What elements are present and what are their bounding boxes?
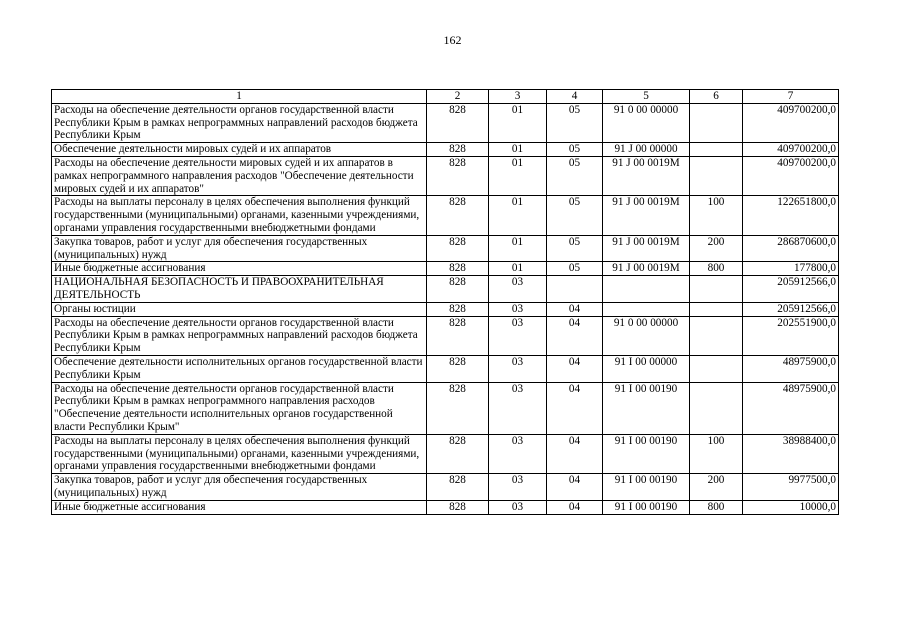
- table-row: [52, 500, 839, 514]
- row-expense-type: [690, 276, 743, 303]
- row-target-code: 91 J 00 0019M: [603, 235, 690, 262]
- row-name: Расходы на обеспечение деятельности мировых судей и их аппаратов в рамках непрограммного направления расходов "Обеспечение деятельности мировых судей и их аппаратов": [52, 156, 427, 195]
- row-amount: 205912566,0: [743, 276, 839, 303]
- table-row: [52, 355, 839, 382]
- row-subsection-code: 05: [547, 196, 603, 235]
- row-amount: 38988400,0: [743, 434, 839, 473]
- row-subsection-code: 05: [547, 143, 603, 157]
- row-section-code: 03: [489, 382, 547, 434]
- row-name: Иные бюджетные ассигнования: [52, 262, 427, 276]
- row-amount: 48975900,0: [743, 382, 839, 434]
- row-ministry-code: 828: [427, 262, 489, 276]
- table-row: [52, 235, 839, 262]
- column-header: 1: [52, 90, 427, 104]
- row-ministry-code: 828: [427, 156, 489, 195]
- row-name: Расходы на выплаты персоналу в целях обеспечения выполнения функций государственными (муниципальными) органами, казенными учреждениями, органами управления государственными внебюджетными фондами: [52, 196, 427, 235]
- table-row: [52, 302, 839, 316]
- page-number: 162: [443, 33, 462, 47]
- row-section-code: 01: [489, 156, 547, 195]
- row-amount: 409700200,0: [743, 103, 839, 142]
- row-target-code: 91 0 00 00000: [603, 103, 690, 142]
- table-row: [52, 103, 839, 142]
- table-row: [52, 156, 839, 195]
- row-amount: 205912566,0: [743, 302, 839, 316]
- row-target-code: [603, 276, 690, 303]
- row-subsection-code: 05: [547, 235, 603, 262]
- row-section-code: 03: [489, 316, 547, 355]
- row-name: Расходы на обеспечение деятельности органов государственной власти Республики Крым в рамках непрограммного направления расходов "Обеспечение деятельности исполнительных органов государственной власти Республики Крым": [52, 382, 427, 434]
- row-section-code: 03: [489, 302, 547, 316]
- row-ministry-code: 828: [427, 276, 489, 303]
- row-target-code: 91 I 00 00190: [603, 434, 690, 473]
- table-row: [52, 382, 839, 434]
- row-amount: 202551900,0: [743, 316, 839, 355]
- row-subsection-code: [547, 276, 603, 303]
- row-ministry-code: 828: [427, 103, 489, 142]
- row-subsection-code: 04: [547, 355, 603, 382]
- row-expense-type: 100: [690, 434, 743, 473]
- table-header-row: [52, 90, 839, 104]
- row-amount: 286870600,0: [743, 235, 839, 262]
- row-name: Расходы на выплаты персоналу в целях обеспечения выполнения функций государственными (муниципальными) органами, казенными учреждениями, органами управления государственными внебюджетными фондами: [52, 434, 427, 473]
- row-subsection-code: 04: [547, 382, 603, 434]
- row-expense-type: 200: [690, 235, 743, 262]
- table-row: [52, 434, 839, 473]
- budget-table: [51, 89, 839, 515]
- row-ministry-code: 828: [427, 196, 489, 235]
- table-row: [52, 474, 839, 501]
- row-amount: 409700200,0: [743, 143, 839, 157]
- column-header: 3: [489, 90, 547, 104]
- row-ministry-code: 828: [427, 434, 489, 473]
- row-section-code: 03: [489, 355, 547, 382]
- row-amount: 9977500,0: [743, 474, 839, 501]
- table-row: [52, 276, 839, 303]
- row-expense-type: [690, 143, 743, 157]
- row-section-code: 01: [489, 143, 547, 157]
- row-expense-type: [690, 302, 743, 316]
- row-amount: 177800,0: [743, 262, 839, 276]
- row-section-code: 03: [489, 500, 547, 514]
- row-target-code: 91 0 00 00000: [603, 316, 690, 355]
- column-header: 2: [427, 90, 489, 104]
- row-subsection-code: 05: [547, 262, 603, 276]
- row-expense-type: [690, 103, 743, 142]
- row-expense-type: 800: [690, 500, 743, 514]
- row-name: Закупка товаров, работ и услуг для обеспечения государственных (муниципальных) нужд: [52, 474, 427, 501]
- row-ministry-code: 828: [427, 500, 489, 514]
- row-name: Органы юстиции: [52, 302, 427, 316]
- column-header: 7: [743, 90, 839, 104]
- row-expense-type: 800: [690, 262, 743, 276]
- row-name: Обеспечение деятельности исполнительных органов государственной власти Республики Крым: [52, 355, 427, 382]
- row-name: Закупка товаров, работ и услуг для обеспечения государственных (муниципальных) нужд: [52, 235, 427, 262]
- row-expense-type: [690, 316, 743, 355]
- column-header: 5: [603, 90, 690, 104]
- row-ministry-code: 828: [427, 474, 489, 501]
- table-row: [52, 262, 839, 276]
- row-expense-type: [690, 382, 743, 434]
- row-expense-type: 200: [690, 474, 743, 501]
- row-section-code: 01: [489, 235, 547, 262]
- row-ministry-code: 828: [427, 235, 489, 262]
- row-target-code: 91 I 00 00000: [603, 355, 690, 382]
- row-ministry-code: 828: [427, 355, 489, 382]
- row-amount: 10000,0: [743, 500, 839, 514]
- row-subsection-code: 04: [547, 316, 603, 355]
- table-row: [52, 196, 839, 235]
- row-subsection-code: 04: [547, 474, 603, 501]
- table-row: [52, 143, 839, 157]
- row-subsection-code: 05: [547, 156, 603, 195]
- column-header: 6: [690, 90, 743, 104]
- row-section-code: 03: [489, 474, 547, 501]
- row-target-code: 91 J 00 0019M: [603, 196, 690, 235]
- row-target-code: 91 J 00 0019M: [603, 262, 690, 276]
- row-target-code: 91 J 00 0019M: [603, 156, 690, 195]
- row-name: Иные бюджетные ассигнования: [52, 500, 427, 514]
- row-expense-type: [690, 156, 743, 195]
- row-expense-type: [690, 355, 743, 382]
- row-name: Обеспечение деятельности мировых судей и их аппаратов: [52, 143, 427, 157]
- row-expense-type: 100: [690, 196, 743, 235]
- row-name: Расходы на обеспечение деятельности органов государственной власти Республики Крым в рамках непрограммных направлений расходов бюджета Республики Крым: [52, 316, 427, 355]
- column-header: 4: [547, 90, 603, 104]
- row-amount: 48975900,0: [743, 355, 839, 382]
- row-target-code: 91 J 00 00000: [603, 143, 690, 157]
- row-amount: 122651800,0: [743, 196, 839, 235]
- row-section-code: 01: [489, 262, 547, 276]
- row-ministry-code: 828: [427, 302, 489, 316]
- row-subsection-code: 04: [547, 302, 603, 316]
- row-ministry-code: 828: [427, 316, 489, 355]
- row-subsection-code: 04: [547, 434, 603, 473]
- row-amount: 409700200,0: [743, 156, 839, 195]
- row-target-code: [603, 302, 690, 316]
- row-subsection-code: 05: [547, 103, 603, 142]
- row-section-code: 01: [489, 103, 547, 142]
- row-section-code: 03: [489, 434, 547, 473]
- table-row: [52, 316, 839, 355]
- row-section-code: 01: [489, 196, 547, 235]
- row-name: Расходы на обеспечение деятельности органов государственной власти Республики Крым в рамках непрограммных направлений расходов бюджета Республики Крым: [52, 103, 427, 142]
- row-subsection-code: 04: [547, 500, 603, 514]
- row-target-code: 91 I 00 00190: [603, 500, 690, 514]
- row-ministry-code: 828: [427, 382, 489, 434]
- row-target-code: 91 I 00 00190: [603, 474, 690, 501]
- row-ministry-code: 828: [427, 143, 489, 157]
- row-section-code: 03: [489, 276, 547, 303]
- row-target-code: 91 I 00 00190: [603, 382, 690, 434]
- row-name: НАЦИОНАЛЬНАЯ БЕЗОПАСНОСТЬ И ПРАВООХРАНИТЕЛЬНАЯ ДЕЯТЕЛЬНОСТЬ: [52, 276, 427, 303]
